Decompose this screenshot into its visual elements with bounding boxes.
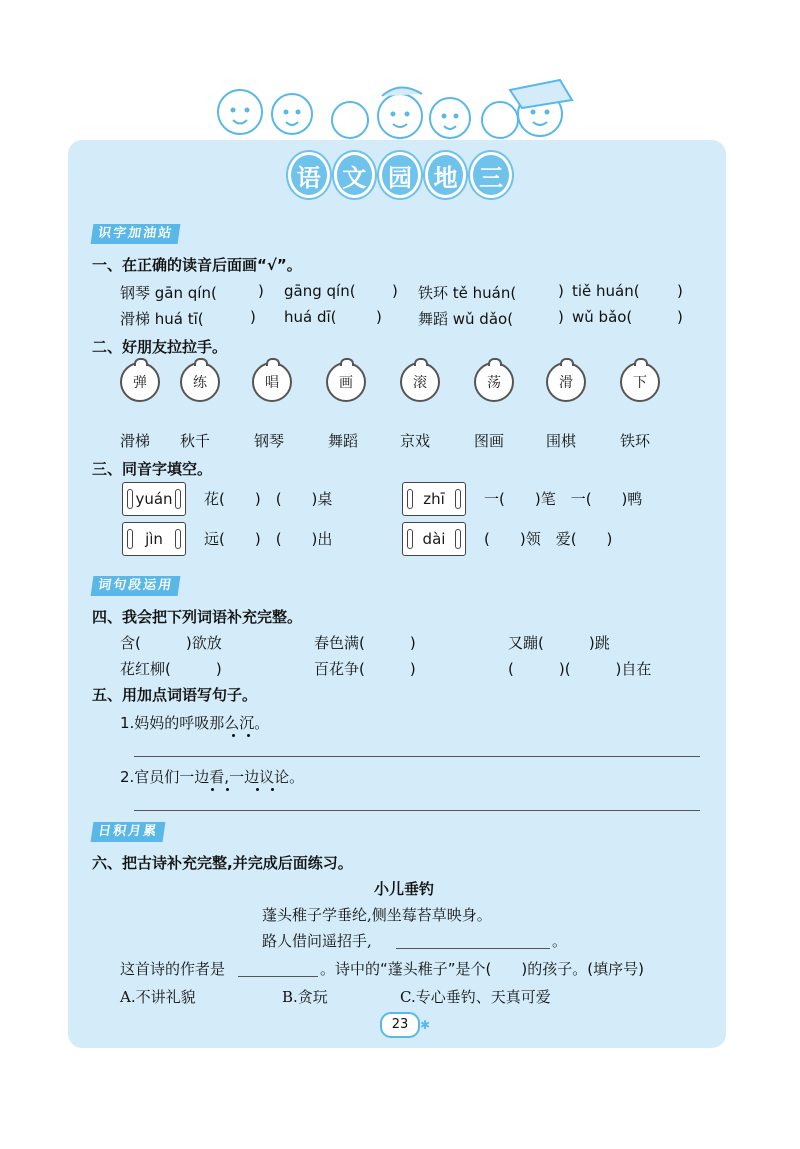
- q1-r1-d: ): [392, 282, 398, 300]
- q4-title: 四、我会把下列词语补充完整。: [92, 608, 303, 626]
- q1-r1-b: ): [258, 282, 264, 300]
- q1-r2-f: ): [558, 308, 564, 326]
- star-icon: ✱: [420, 1018, 431, 1032]
- q5-sentence-2: 2.官员们一边看,一边议论。: [120, 768, 305, 786]
- section-label-2: 词句段运用: [91, 576, 181, 596]
- title-char: 文: [334, 152, 376, 198]
- q3-row1-b: 一( )笔 一( )鸭: [484, 490, 643, 508]
- q3-title: 三、同音字填空。: [92, 460, 213, 478]
- q1-r2-b: ): [250, 308, 256, 326]
- verb-bubble: 唱: [252, 362, 292, 402]
- q4-r1-c: 又蹦( )跳: [508, 634, 610, 652]
- answer-line-2[interactable]: [134, 810, 700, 811]
- noun-word: 围棋: [546, 432, 577, 450]
- q1-r1-e: 铁环 tě huán(: [418, 284, 517, 302]
- poem-title: 小儿垂钓: [374, 880, 435, 898]
- q1-r2-e: 舞蹈 wǔ dǎo(: [418, 310, 514, 328]
- q6-question: 这首诗的作者是: [120, 960, 226, 978]
- noun-word: 舞蹈: [328, 432, 359, 450]
- verb-bubble: 滑: [546, 362, 586, 402]
- noun-word: 滑梯: [120, 432, 151, 450]
- author-answer-line[interactable]: [238, 976, 318, 977]
- emphasis-dot: [247, 734, 250, 737]
- title-char: 地: [425, 152, 467, 198]
- q1-r1-c: gāng qín(: [284, 282, 356, 300]
- page-number: 23: [380, 1012, 420, 1038]
- q3-row1-a: 花( ) ( )桌: [204, 490, 333, 508]
- q4-r2-c: ( )( )自在: [508, 660, 652, 678]
- title-char: 语: [288, 152, 330, 198]
- emphasis-dot: [226, 788, 229, 791]
- poem-line-2-end: 。: [552, 932, 568, 950]
- q1-r1-g: tiě huán(: [572, 282, 640, 300]
- noun-word: 铁环: [620, 432, 651, 450]
- noun-word: 图画: [474, 432, 505, 450]
- poem-line-1: 蓬头稚子学垂纶,侧坐莓苔草映身。: [262, 906, 492, 924]
- q4-r1-b: 春色满( ): [314, 634, 416, 652]
- emphasis-dot: [271, 788, 274, 791]
- verb-bubble: 练: [180, 362, 220, 402]
- pinyin-box: yuán: [122, 482, 186, 516]
- q2-title: 二、好朋友拉拉手。: [92, 338, 228, 356]
- q6-question-mid: 。诗中的“蓬头稚子”是个( )的孩子。(填序号): [320, 960, 644, 978]
- pinyin-box: zhī: [402, 482, 466, 516]
- q1-r2-d: ): [376, 308, 382, 326]
- q3-row2-a: 远( ) ( )出: [204, 530, 333, 548]
- poem-answer-line[interactable]: [396, 948, 550, 949]
- q3-row2-b: ( )领 爱( ): [484, 530, 613, 548]
- option-a: A.不讲礼貌: [120, 988, 196, 1006]
- q5-title: 五、用加点词语写句子。: [92, 686, 258, 704]
- answer-line-1[interactable]: [134, 756, 700, 757]
- page-title: [288, 152, 512, 198]
- pinyin-box: jìn: [122, 522, 186, 556]
- verb-bubble: 画: [326, 362, 366, 402]
- verb-bubble: 滚: [400, 362, 440, 402]
- q1-r1-f: ): [558, 282, 564, 300]
- section-label-1: 识字加油站: [91, 224, 181, 244]
- pinyin-box: dài: [402, 522, 466, 556]
- q1-r2-g: wǔ bǎo(: [572, 308, 633, 326]
- children-illustration: [200, 70, 600, 150]
- q1-title: 一、在正确的读音后面画“√”。: [92, 256, 302, 274]
- option-c: C.专心垂钓、天真可爱: [400, 988, 551, 1006]
- verb-bubble: 下: [620, 362, 660, 402]
- q6-title: 六、把古诗补充完整,并完成后面练习。: [92, 854, 353, 872]
- emphasis-dot: [211, 788, 214, 791]
- q4-r2-b: 百花争( ): [314, 660, 416, 678]
- q1-r2-a: 滑梯 huá tī(: [120, 310, 204, 328]
- q5-sentence-1: 1.妈妈的呼吸那么沉。: [120, 714, 270, 732]
- q1-r1-a: 钢琴 gān qín(: [120, 284, 217, 302]
- noun-word: 京戏: [400, 432, 431, 450]
- emphasis-dot: [232, 734, 235, 737]
- noun-word: 钢琴: [254, 432, 285, 450]
- poem-line-2: 路人借问遥招手,: [262, 932, 372, 950]
- option-b: B.贪玩: [282, 988, 328, 1006]
- q1-r2-h: ): [677, 308, 683, 326]
- verb-bubble: 荡: [474, 362, 514, 402]
- q4-r2-a: 花红柳( ): [120, 660, 222, 678]
- title-char: 园: [379, 152, 421, 198]
- q1-r2-c: huá dī(: [284, 308, 337, 326]
- verb-bubble: 弹: [120, 362, 160, 402]
- title-char: 三: [470, 152, 512, 198]
- section-label-3: 日积月累: [91, 822, 166, 842]
- q4-r1-a: 含( )欲放: [120, 634, 222, 652]
- q1-r1-h: ): [677, 282, 683, 300]
- noun-word: 秋千: [180, 432, 211, 450]
- emphasis-dot: [256, 788, 259, 791]
